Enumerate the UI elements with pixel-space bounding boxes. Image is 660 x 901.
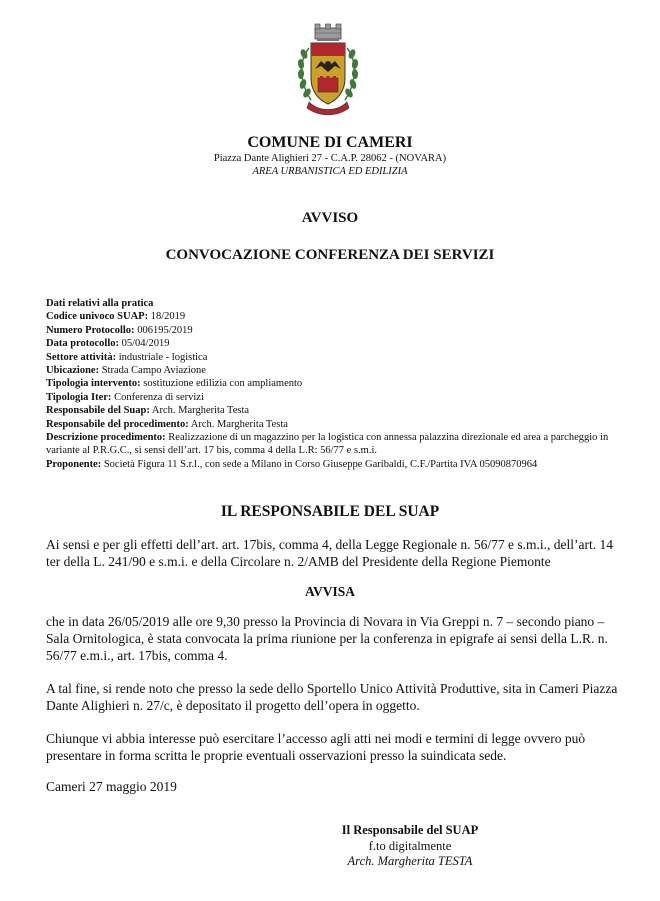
legal-basis-paragraph: Ai sensi e per gli effetti dell’art. art. 17bis, comma 4, della Legge Regionale n. 56/77 e s.m.i., dell’art. 14 ter della L. 241/90 e s.m.i. e della Circolare n. 2/AMB del Presidente della Regione Piemonte bbox=[46, 537, 613, 569]
detail-row: Tipologia intervento: sostituzione edilizia con ampliamento bbox=[46, 378, 303, 390]
detail-row: Ubicazione: Strada Campo Aviazione bbox=[46, 365, 206, 377]
detail-row: Codice univoco SUAP: 18/2019 bbox=[46, 311, 186, 323]
detail-row: Descrizione procedimento: Realizzazione di un magazzino per la logistica con annessa palazzina direzionale ed area a parcheggio in variante al P.R.G.C., si sensi dell’art. 17 bis, comma 4 della L.R: 56/77 e s.m.i. bbox=[46, 432, 609, 457]
laurel-branch-icon bbox=[297, 48, 312, 100]
notice-subject: CONVOCAZIONE CONFERENZA DEI SERVIZI bbox=[165, 247, 495, 263]
avvisa-heading: AVVISA bbox=[304, 584, 356, 599]
municipality-address: Piazza Dante Alighieri 27 - C.A.P. 28062 - (NOVARA) bbox=[213, 153, 447, 164]
responsible-heading: IL RESPONSABILE DEL SUAP bbox=[220, 503, 440, 520]
meeting-paragraph: che in data 26/05/2019 alle ore 9,30 presso la Provincia di Novara in Via Greppi n. 7 – secondo piano – Sala Ornitologica, è stata convocata la prima riunione per la conferenza in epigrafe ai sensi della L.R. n. 56/77 e.m.i., art. 17bis, comma 4. bbox=[46, 614, 608, 663]
laurel-branch-icon bbox=[344, 48, 359, 100]
detail-row: Proponente: Società Figura 11 S.r.l., con sede a Milano in Corso Giuseppe Garibaldi, C.F./Partita IVA 05090870964 bbox=[46, 458, 538, 470]
detail-row: Responsabile del procedimento: Arch. Margherita Testa bbox=[46, 418, 288, 430]
detail-row: Settore attività: industriale - logistica bbox=[46, 351, 208, 363]
municipal-crest-icon bbox=[295, 20, 361, 120]
detail-row: Data protocollo: 05/04/2019 bbox=[46, 338, 170, 350]
shield-icon bbox=[311, 43, 345, 104]
access-paragraph: Chiunque vi abbia interesse può esercitare l’accesso agli atti nei modi e termini di legge ovvero può presentare in forma scritta le proprie eventuali osservazioni presso la suindicata sede. bbox=[46, 731, 586, 763]
details-heading: Dati relativi alla pratica bbox=[46, 298, 154, 309]
department-name: AREA URBANISTICA ED EDILIZIA bbox=[252, 166, 408, 177]
signature-title: Il Responsabile del SUAP bbox=[341, 823, 479, 837]
detail-row: Tipologia Iter: Conferenza di servizi bbox=[46, 391, 204, 403]
date-line: Cameri 27 maggio 2019 bbox=[46, 779, 177, 794]
detail-row: Responsabile del Suap: Arch. Margherita Testa bbox=[46, 405, 250, 417]
crown-icon bbox=[315, 24, 341, 41]
detail-row: Numero Protocollo: 006195/2019 bbox=[46, 324, 193, 336]
notice-heading: AVVISO bbox=[301, 210, 359, 226]
signature-note: f.to digitalmente bbox=[368, 838, 452, 853]
deposit-paragraph: A tal fine, si rende noto che presso la sede dello Sportello Unico Attività Produttive, sita in Cameri Piazza Dante Alighieri n. 27/c, è depositato il progetto dell’opera in oggetto. bbox=[46, 681, 618, 713]
municipality-title: COMUNE DI CAMERI bbox=[247, 134, 413, 151]
practice-details bbox=[46, 297, 616, 471]
signature-name: Arch. Margherita TESTA bbox=[347, 854, 473, 868]
signature-block bbox=[300, 823, 520, 870]
